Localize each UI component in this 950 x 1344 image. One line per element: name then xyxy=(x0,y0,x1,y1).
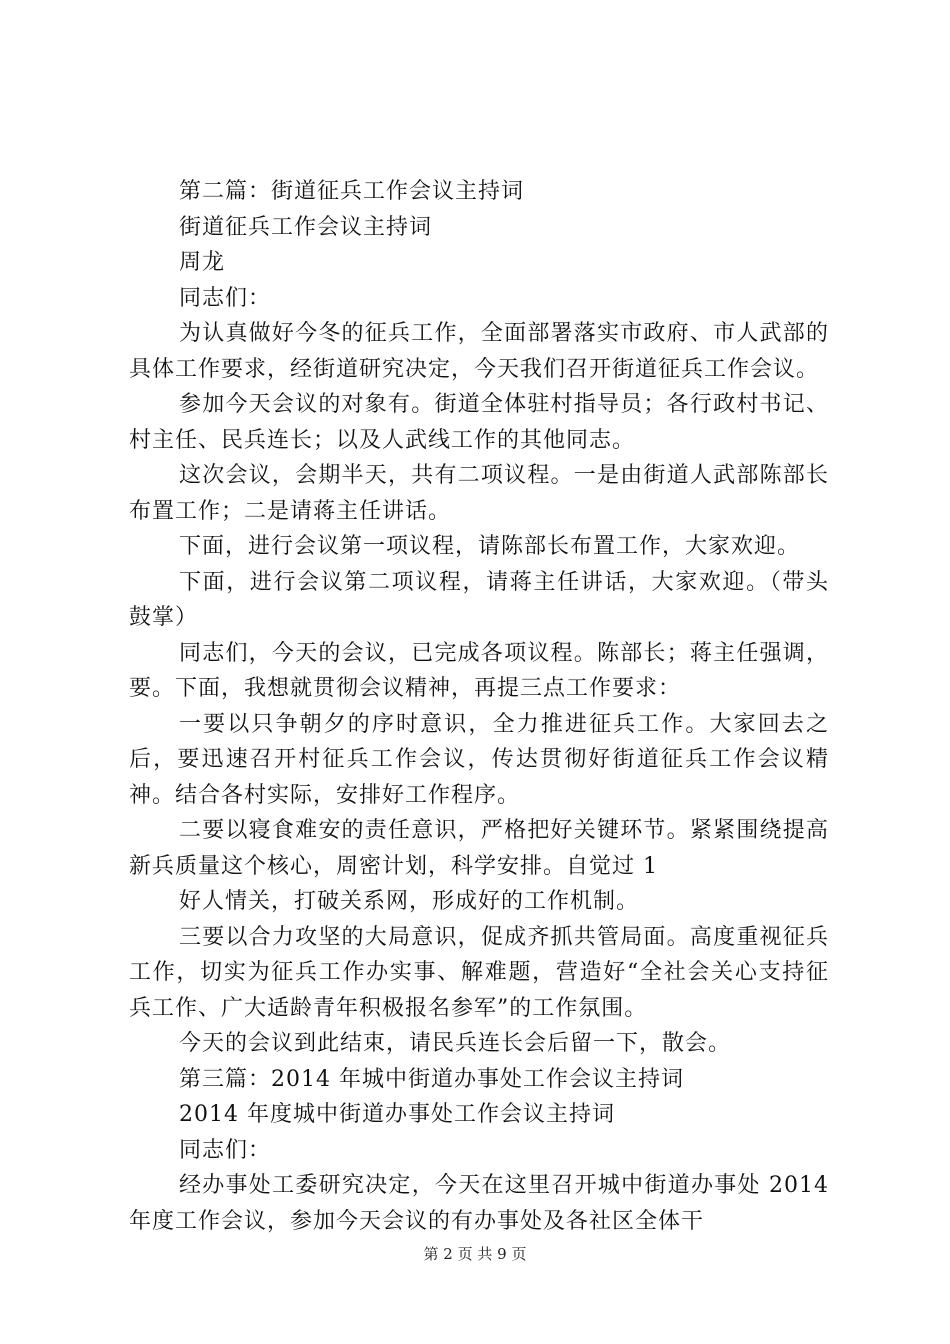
paragraph: 三要以合力攻坚的大局意识，促成齐抓共管局面。高度重视征兵工作，切实为征兵工作办实事、解难题，营造好“全社会关心支持征兵工作、广大适龄青年积极报名参军”的工作氛围。 xyxy=(129,924,829,1021)
paragraph: 这次会议，会期半天，共有二项议程。一是由街道人武部陈部长布置工作；二是请蒋主任讲话。 xyxy=(129,463,829,524)
salutation: 同志们： xyxy=(179,1137,272,1163)
section-title-2: 第二篇：街道征兵工作会议主持词 xyxy=(179,179,525,204)
paragraph: 下面，进行会议第一项议程，请陈部长布置工作，大家欢迎。 xyxy=(179,534,801,559)
paragraph: 二要以寝食难安的责任意识，严格把好关键环节。紧紧围绕提高新兵质量这个核心，周密计划，科学安排。自觉过 1 xyxy=(129,818,829,879)
speech-title: 2014 年度城中街道办事处工作会议主持词 xyxy=(179,1102,615,1127)
paragraph: 今天的会议到此结束，请民兵连长会后留一下，散会。 xyxy=(179,1031,732,1056)
author-name: 周龙 xyxy=(179,250,226,275)
salutation: 同志们： xyxy=(179,285,272,311)
paragraph: 下面，进行会议第二项议程，请蒋主任讲话，大家欢迎。（带头鼓掌） xyxy=(129,569,829,630)
paragraph: 同志们，今天的会议，已完成各项议程。陈部长；蒋主任强调，要。下面，我想就贯彻会议精神，再提三点工作要求： xyxy=(129,640,829,701)
speech-title: 街道征兵工作会议主持词 xyxy=(179,214,433,240)
paragraph: 为认真做好今冬的征兵工作，全面部署落实市政府、市人武部的具体工作要求，经街道研究决定，今天我们召开街道征兵工作会议。 xyxy=(129,321,829,382)
paragraph: 一要以只争朝夕的序时意识，全力推进征兵工作。大家回去之后，要迅速召开村征兵工作会议，传达贯彻好街道征兵工作会议精神。结合各村实际，安排好工作程序。 xyxy=(129,711,829,808)
section-title-3: 第三篇：2014 年城中街道办事处工作会议主持词 xyxy=(179,1066,684,1092)
paragraph: 好人情关，打破关系网，形成好的工作机制。 xyxy=(179,889,640,914)
paragraph: 经办事处工委研究决定，今天在这里召开城中街道办事处 2014 年度工作会议，参加今天会议的有办事处及各社区全体干 xyxy=(129,1173,829,1234)
document-body xyxy=(129,174,829,1239)
paragraph: 参加今天会议的对象有。街道全体驻村指导员；各行政村书记、村主任、民兵连长；以及人武线工作的其他同志。 xyxy=(129,392,829,453)
page-number-footer: 第 2 页 共 9 页 xyxy=(423,1245,527,1263)
